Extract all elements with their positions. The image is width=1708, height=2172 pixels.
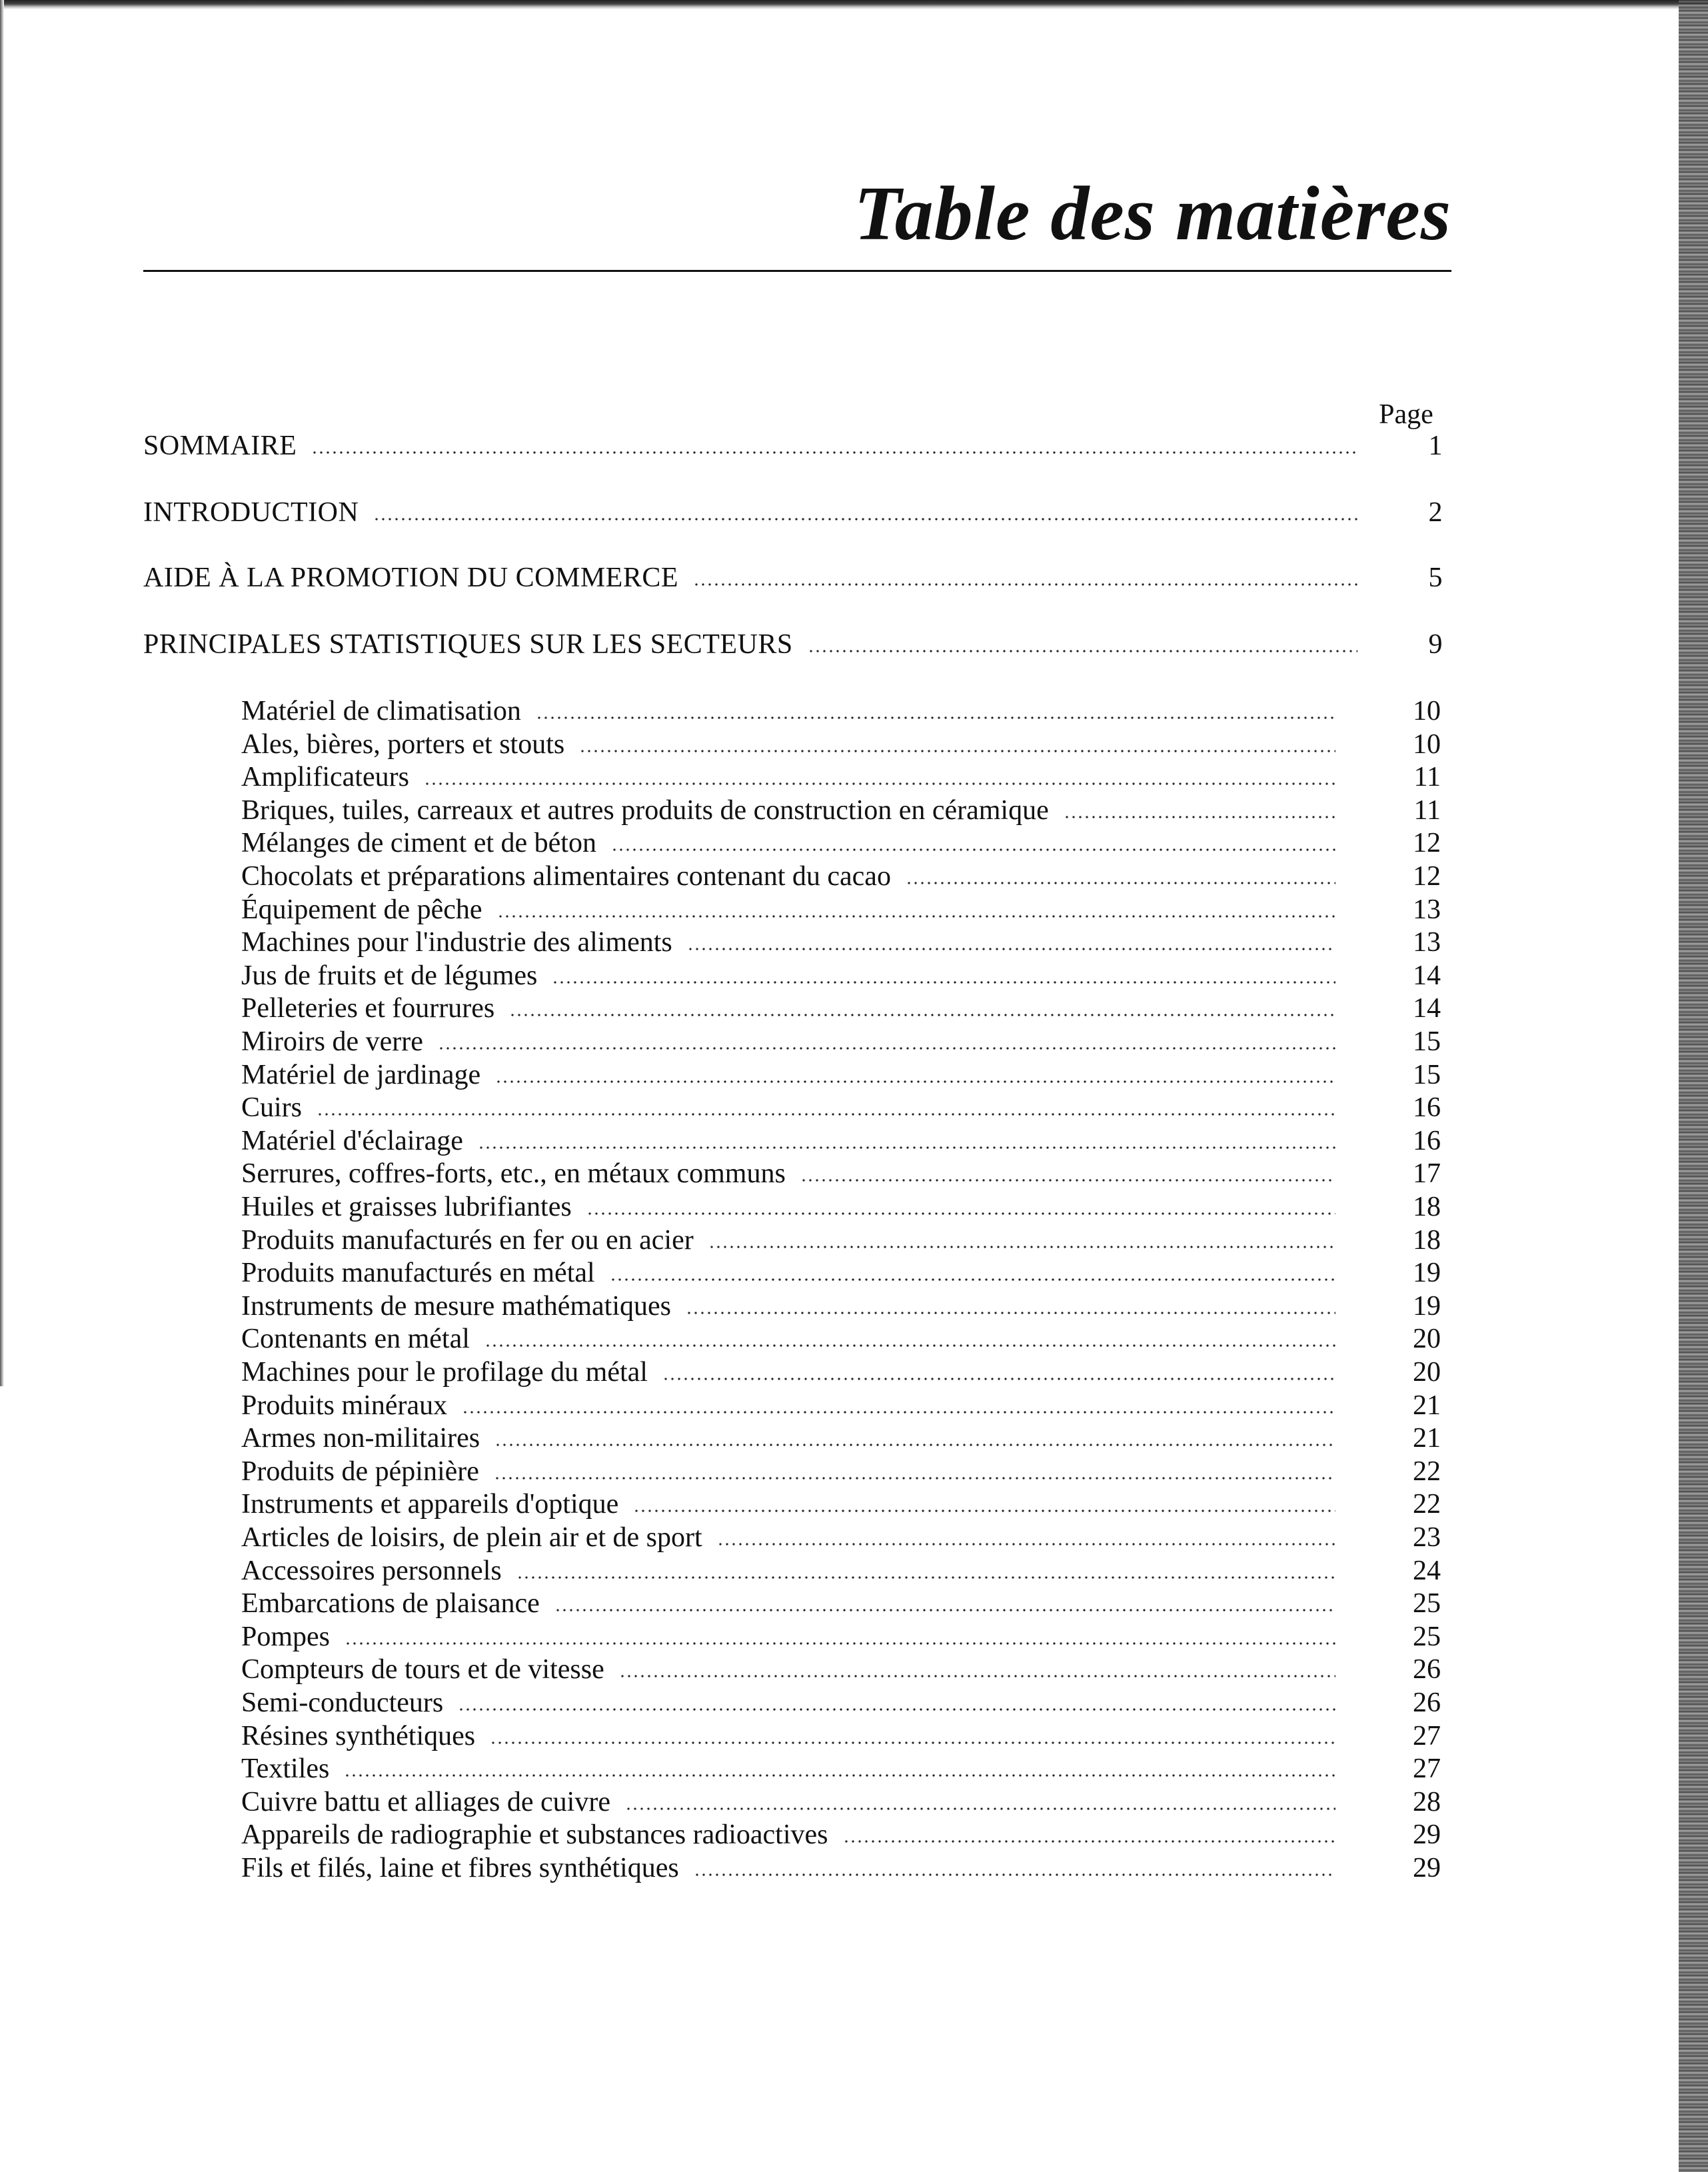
entry-label: Briques, tuiles, carreaux et autres produits de construction en céramique	[241, 795, 1049, 826]
toc-section-entry[interactable]	[143, 430, 1443, 463]
entry-page-number: 5	[1428, 562, 1443, 593]
dot-leader	[717, 1538, 1335, 1546]
toc-sector-entry[interactable]	[241, 1158, 1441, 1191]
toc-sector-entry[interactable]	[241, 1059, 1441, 1092]
entry-label: Pompes	[241, 1622, 331, 1652]
entry-page-number: 22	[1413, 1489, 1441, 1520]
toc-sector-entry[interactable]	[241, 1653, 1441, 1687]
toc-sector-entry[interactable]	[241, 695, 1441, 728]
dot-leader	[843, 1835, 1335, 1843]
toc-sector-entry[interactable]	[241, 1257, 1441, 1290]
dot-leader	[800, 1174, 1335, 1182]
dot-leader	[424, 778, 1335, 786]
entry-page-number: 11	[1413, 762, 1441, 792]
entry-page-number: 18	[1413, 1225, 1441, 1256]
dot-leader	[633, 1505, 1335, 1513]
toc-sector-entry[interactable]	[241, 1356, 1441, 1390]
dot-leader	[478, 1142, 1335, 1150]
entry-page-number: 2	[1428, 497, 1443, 528]
entry-page-number: 10	[1413, 696, 1441, 726]
entry-label: Huiles et graisses lubrifiantes	[241, 1192, 572, 1222]
entry-page-number: 17	[1413, 1158, 1441, 1189]
toc-sector-entry[interactable]	[241, 1621, 1441, 1654]
entry-label: Armes non-militaires	[241, 1423, 480, 1454]
entry-page-number: 14	[1413, 993, 1441, 1024]
entry-label: Cuivre battu et alliages de cuivre	[241, 1787, 610, 1817]
entry-page-number: 14	[1413, 960, 1441, 991]
entry-label: Textiles	[241, 1753, 330, 1784]
entry-page-number: 26	[1413, 1687, 1441, 1718]
entry-page-number: 24	[1413, 1556, 1441, 1586]
dot-leader	[552, 976, 1335, 984]
entry-page-number: 1	[1428, 431, 1443, 461]
dot-leader	[687, 943, 1335, 951]
entry-label: Articles de loisirs, de plein air et de sport	[241, 1522, 702, 1553]
dot-leader	[311, 447, 1357, 455]
entry-page-number: 9	[1428, 629, 1443, 660]
toc-sector-entry[interactable]	[241, 1786, 1441, 1819]
entry-label: Semi-conducteurs	[241, 1687, 444, 1718]
dot-leader	[906, 877, 1335, 885]
toc-sector-entry[interactable]	[241, 1092, 1441, 1125]
dot-leader	[579, 745, 1335, 753]
toc-section-entry[interactable]	[143, 497, 1443, 530]
dot-leader	[516, 1572, 1335, 1580]
toc-sector-entry[interactable]	[241, 1753, 1441, 1786]
entry-page-number: 15	[1413, 1026, 1441, 1057]
entry-label: Chocolats et préparations alimentaires contenant du cacao	[241, 861, 891, 892]
entry-page-number: 11	[1413, 795, 1441, 826]
entry-label: Jus de fruits et de légumes	[241, 960, 538, 991]
dot-leader	[345, 1637, 1335, 1645]
entry-label: Fils et filés, laine et fibres synthétiques	[241, 1853, 679, 1883]
entry-label: Instruments de mesure mathématiques	[241, 1291, 671, 1322]
entry-label: Résines synthétiques	[241, 1721, 476, 1751]
dot-leader	[611, 844, 1335, 852]
dot-leader	[495, 1076, 1335, 1084]
toc-sector-entry[interactable]	[241, 728, 1441, 762]
entry-label: Embarcations de plaisance	[241, 1588, 540, 1619]
toc-sector-entry[interactable]	[241, 827, 1441, 860]
scan-edge-right	[1679, 0, 1708, 2172]
entry-page-number: 21	[1413, 1390, 1441, 1421]
entry-page-number: 20	[1413, 1357, 1441, 1388]
dot-leader	[509, 1009, 1335, 1017]
toc-sector-entry[interactable]	[241, 1588, 1441, 1621]
entry-label: Produits de pépinière	[241, 1456, 479, 1487]
entry-page-number: 13	[1413, 927, 1441, 958]
entry-label: Matériel de jardinage	[241, 1060, 481, 1090]
page-column-header: Page	[1379, 399, 1433, 430]
toc-sector-entry[interactable]	[241, 1125, 1441, 1158]
entry-label: Contenants en métal	[241, 1324, 470, 1354]
toc-sector-entry[interactable]	[241, 992, 1441, 1026]
dot-leader	[536, 712, 1335, 720]
dot-leader	[808, 645, 1357, 653]
entry-label: Instruments et appareils d'optique	[241, 1489, 619, 1520]
toc-sector-entry[interactable]	[241, 1323, 1441, 1356]
entry-label: SOMMAIRE	[143, 431, 297, 461]
dot-leader	[494, 1472, 1335, 1480]
entry-page-number: 21	[1413, 1423, 1441, 1454]
entry-page-number: 12	[1413, 861, 1441, 892]
entry-page-number: 29	[1413, 1819, 1441, 1850]
toc-sector-entry[interactable]	[241, 1555, 1441, 1588]
dot-leader	[458, 1703, 1335, 1711]
entry-label: PRINCIPALES STATISTIQUES SUR LES SECTEURS	[143, 629, 793, 660]
dot-leader	[344, 1769, 1335, 1777]
toc-sector-entry[interactable]	[241, 1522, 1441, 1555]
toc-sector-entry[interactable]	[241, 1390, 1441, 1423]
page-title: Table des matières	[854, 171, 1451, 257]
toc-sector-entry[interactable]	[241, 860, 1441, 894]
entry-page-number: 12	[1413, 828, 1441, 858]
dot-leader	[610, 1274, 1335, 1282]
toc-sector-entry[interactable]	[241, 1456, 1441, 1489]
toc-section-entry[interactable]	[143, 628, 1443, 662]
entry-label: Serrures, coffres-forts, etc., en métaux communs	[241, 1158, 786, 1189]
entry-page-number: 19	[1413, 1258, 1441, 1288]
entry-label: Pelleteries et fourrures	[241, 993, 495, 1024]
dot-leader	[619, 1670, 1335, 1678]
entry-page-number: 26	[1413, 1654, 1441, 1685]
entry-label: Accessoires personnels	[241, 1556, 502, 1586]
dot-leader	[625, 1803, 1335, 1811]
toc-sector-entry[interactable]	[241, 1687, 1441, 1720]
dot-leader	[708, 1241, 1335, 1249]
toc-sector-entry[interactable]	[241, 894, 1441, 927]
entry-page-number: 29	[1413, 1853, 1441, 1883]
entry-page-number: 25	[1413, 1622, 1441, 1652]
entry-page-number: 25	[1413, 1588, 1441, 1619]
scan-edge-top	[0, 0, 1708, 9]
dot-leader	[497, 910, 1335, 918]
toc-sector-entry[interactable]	[241, 1191, 1441, 1224]
dot-leader	[490, 1737, 1335, 1745]
dot-leader	[373, 513, 1357, 521]
title-rule	[143, 270, 1451, 272]
entry-page-number: 20	[1413, 1324, 1441, 1354]
entry-label: Équipement de pêche	[241, 894, 482, 925]
toc-sector-entry[interactable]	[241, 761, 1441, 794]
dot-leader	[462, 1406, 1335, 1414]
toc-sector-entry[interactable]	[241, 1852, 1441, 1885]
toc-sector-entry[interactable]	[241, 794, 1441, 828]
entry-label: Compteurs de tours et de vitesse	[241, 1654, 604, 1685]
toc-sector-entry[interactable]	[241, 960, 1441, 993]
toc-sector-entry[interactable]	[241, 1026, 1441, 1059]
toc-sector-entry[interactable]	[241, 1720, 1441, 1753]
dot-leader	[586, 1208, 1335, 1216]
entry-label: Ales, bières, porters et stouts	[241, 729, 565, 760]
entry-page-number: 22	[1413, 1456, 1441, 1487]
entry-label: Machines pour l'industrie des aliments	[241, 927, 672, 958]
entry-label: AIDE À LA PROMOTION DU COMMERCE	[143, 562, 679, 593]
toc-sector-entry[interactable]	[241, 1488, 1441, 1522]
toc-sector-entry[interactable]	[241, 926, 1441, 960]
entry-page-number: 19	[1413, 1291, 1441, 1322]
toc-sector-entry[interactable]	[241, 1422, 1441, 1456]
entry-label: Matériel d'éclairage	[241, 1126, 463, 1156]
scan-edge-left	[0, 0, 4, 1386]
entry-label: Miroirs de verre	[241, 1026, 423, 1057]
entry-label: Produits manufacturés en fer ou en acier	[241, 1225, 694, 1256]
entry-label: Produits minéraux	[241, 1390, 448, 1421]
entry-label: INTRODUCTION	[143, 497, 359, 528]
entry-label: Mélanges de ciment et de béton	[241, 828, 596, 858]
dot-leader	[662, 1373, 1335, 1381]
entry-label: Amplificateurs	[241, 762, 409, 792]
entry-page-number: 27	[1413, 1721, 1441, 1751]
toc-sector-entry[interactable]	[241, 1224, 1441, 1258]
toc-sector-entry[interactable]	[241, 1290, 1441, 1324]
dot-leader	[1064, 811, 1335, 819]
entry-page-number: 28	[1413, 1787, 1441, 1817]
entry-page-number: 10	[1413, 729, 1441, 760]
entry-label: Machines pour le profilage du métal	[241, 1357, 648, 1388]
dot-leader	[694, 1869, 1335, 1877]
dot-leader	[438, 1042, 1335, 1050]
entry-page-number: 13	[1413, 894, 1441, 925]
toc-section-entry[interactable]	[143, 562, 1443, 595]
toc-sector-entry[interactable]	[241, 1819, 1441, 1852]
dot-leader	[686, 1307, 1335, 1315]
dot-leader	[494, 1439, 1335, 1447]
entry-label: Matériel de climatisation	[241, 696, 521, 726]
entry-label: Produits manufacturés en métal	[241, 1258, 595, 1288]
entry-page-number: 16	[1413, 1126, 1441, 1156]
entry-page-number: 16	[1413, 1092, 1441, 1123]
entry-label: Appareils de radiographie et substances radioactives	[241, 1819, 828, 1850]
entry-page-number: 27	[1413, 1753, 1441, 1784]
dot-leader	[554, 1604, 1335, 1612]
dot-leader	[317, 1108, 1335, 1116]
entry-page-number: 18	[1413, 1192, 1441, 1222]
entry-page-number: 23	[1413, 1522, 1441, 1553]
dot-leader	[484, 1340, 1335, 1348]
entry-page-number: 15	[1413, 1060, 1441, 1090]
dot-leader	[693, 578, 1357, 586]
entry-label: Cuirs	[241, 1092, 303, 1123]
